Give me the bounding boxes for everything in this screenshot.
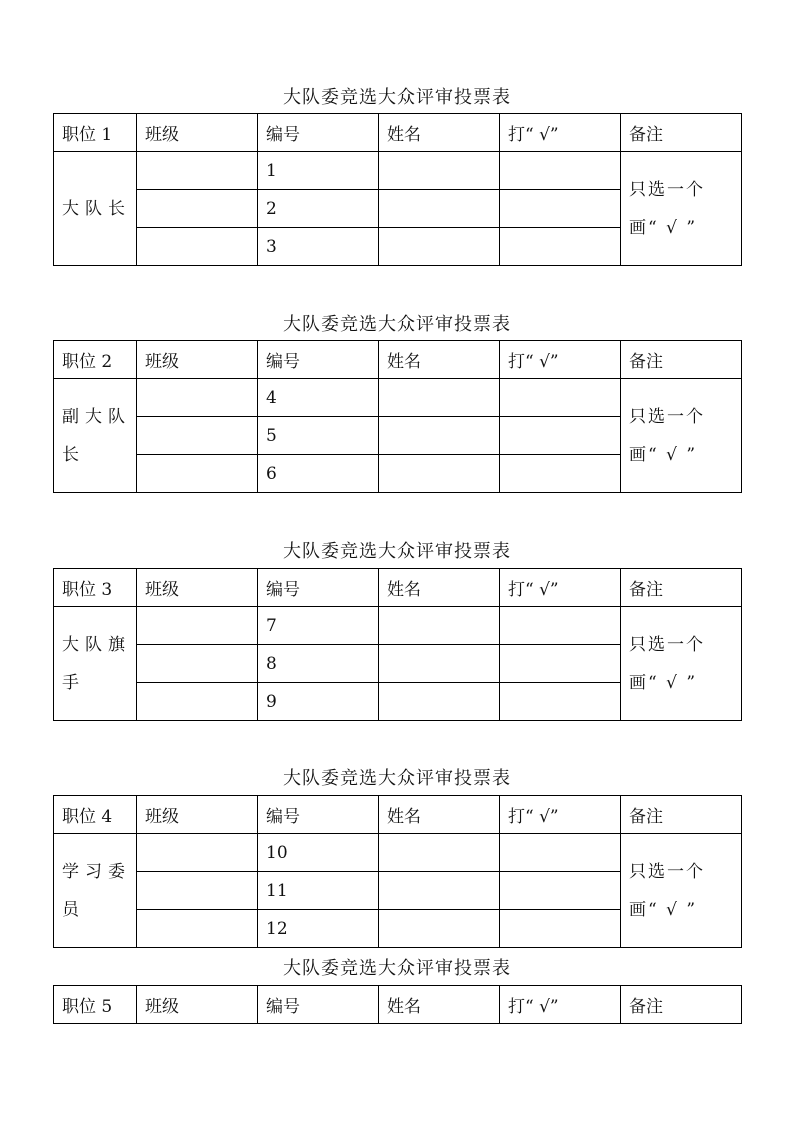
header-row [54,796,742,834]
ballot-table [53,340,742,493]
number-cell: 5 [258,417,379,455]
header-number: 编号 [258,114,379,152]
header-mark: 打“ √” [500,569,621,607]
candidate-row [54,152,742,190]
mark-cell[interactable] [500,417,621,455]
note-line-2: 画“ √ ” [629,444,698,465]
header-note: 备注 [621,114,742,152]
name-cell[interactable] [379,190,500,228]
header-name: 姓名 [379,986,500,1024]
class-cell[interactable] [137,417,258,455]
class-cell[interactable] [137,872,258,910]
position-name: 学习委员 [54,834,137,948]
header-class: 班级 [137,569,258,607]
note-line-1: 只选一个 [629,179,705,200]
mark-cell[interactable] [500,228,621,266]
name-cell[interactable] [379,834,500,872]
position-name: 副大队长 [54,379,137,493]
header-note: 备注 [621,569,742,607]
class-cell[interactable] [137,190,258,228]
header-name: 姓名 [379,341,500,379]
header-position: 职位 1 [54,114,137,152]
header-class: 班级 [137,986,258,1024]
header-name: 姓名 [379,114,500,152]
mark-cell[interactable] [500,910,621,948]
header-position: 职位 4 [54,796,137,834]
ballot-title: 大队委竞选大众评审投票表 [283,768,511,789]
note-cell [621,834,742,948]
number-cell: 3 [258,228,379,266]
number-cell: 4 [258,379,379,417]
header-note: 备注 [621,341,742,379]
header-number: 编号 [258,569,379,607]
class-cell[interactable] [137,683,258,721]
mark-cell[interactable] [500,607,621,645]
name-cell[interactable] [379,228,500,266]
ballot-table [53,568,742,721]
name-cell[interactable] [379,379,500,417]
class-cell[interactable] [137,834,258,872]
number-cell: 1 [258,152,379,190]
name-cell[interactable] [379,683,500,721]
header-position: 职位 2 [54,341,137,379]
mark-cell[interactable] [500,379,621,417]
number-cell: 9 [258,683,379,721]
candidate-row [54,834,742,872]
mark-cell[interactable] [500,645,621,683]
ballot-table [53,985,742,1024]
number-cell: 2 [258,190,379,228]
header-number: 编号 [258,986,379,1024]
header-position: 职位 5 [54,986,137,1024]
note-line-1: 只选一个 [629,634,705,655]
header-row [54,569,742,607]
class-cell[interactable] [137,228,258,266]
note-cell [621,607,742,721]
note-line-1: 只选一个 [629,861,705,882]
header-position: 职位 3 [54,569,137,607]
name-cell[interactable] [379,417,500,455]
header-mark: 打“ √” [500,114,621,152]
header-note: 备注 [621,796,742,834]
ballot-title: 大队委竞选大众评审投票表 [283,541,511,562]
ballot-title: 大队委竞选大众评审投票表 [283,958,511,979]
header-number: 编号 [258,796,379,834]
header-row [54,341,742,379]
header-class: 班级 [137,341,258,379]
class-cell[interactable] [137,910,258,948]
note-line-2: 画“ √ ” [629,217,698,238]
header-class: 班级 [137,114,258,152]
header-mark: 打“ √” [500,796,621,834]
mark-cell[interactable] [500,455,621,493]
note-line-1: 只选一个 [629,406,705,427]
mark-cell[interactable] [500,872,621,910]
header-mark: 打“ √” [500,986,621,1024]
mark-cell[interactable] [500,152,621,190]
ballot-table [53,795,742,948]
name-cell[interactable] [379,152,500,190]
name-cell[interactable] [379,910,500,948]
header-mark: 打“ √” [500,341,621,379]
class-cell[interactable] [137,645,258,683]
candidate-row [54,379,742,417]
number-cell: 11 [258,872,379,910]
note-line-2: 画“ √ ” [629,672,698,693]
mark-cell[interactable] [500,834,621,872]
header-note: 备注 [621,986,742,1024]
number-cell: 6 [258,455,379,493]
name-cell[interactable] [379,455,500,493]
note-cell [621,152,742,266]
name-cell[interactable] [379,872,500,910]
mark-cell[interactable] [500,190,621,228]
class-cell[interactable] [137,607,258,645]
header-name: 姓名 [379,569,500,607]
class-cell[interactable] [137,152,258,190]
position-name: 大队旗手 [54,607,137,721]
mark-cell[interactable] [500,683,621,721]
name-cell[interactable] [379,645,500,683]
header-number: 编号 [258,341,379,379]
number-cell: 8 [258,645,379,683]
number-cell: 12 [258,910,379,948]
ballot-title: 大队委竞选大众评审投票表 [283,314,511,335]
name-cell[interactable] [379,607,500,645]
header-row [54,986,742,1024]
number-cell: 7 [258,607,379,645]
ballot-title: 大队委竞选大众评审投票表 [283,87,511,108]
class-cell[interactable] [137,455,258,493]
header-class: 班级 [137,796,258,834]
candidate-row [54,607,742,645]
header-row [54,114,742,152]
class-cell[interactable] [137,379,258,417]
header-name: 姓名 [379,796,500,834]
note-cell [621,379,742,493]
position-name: 大队长 [54,152,137,266]
number-cell: 10 [258,834,379,872]
note-line-2: 画“ √ ” [629,899,698,920]
ballot-table [53,113,742,266]
